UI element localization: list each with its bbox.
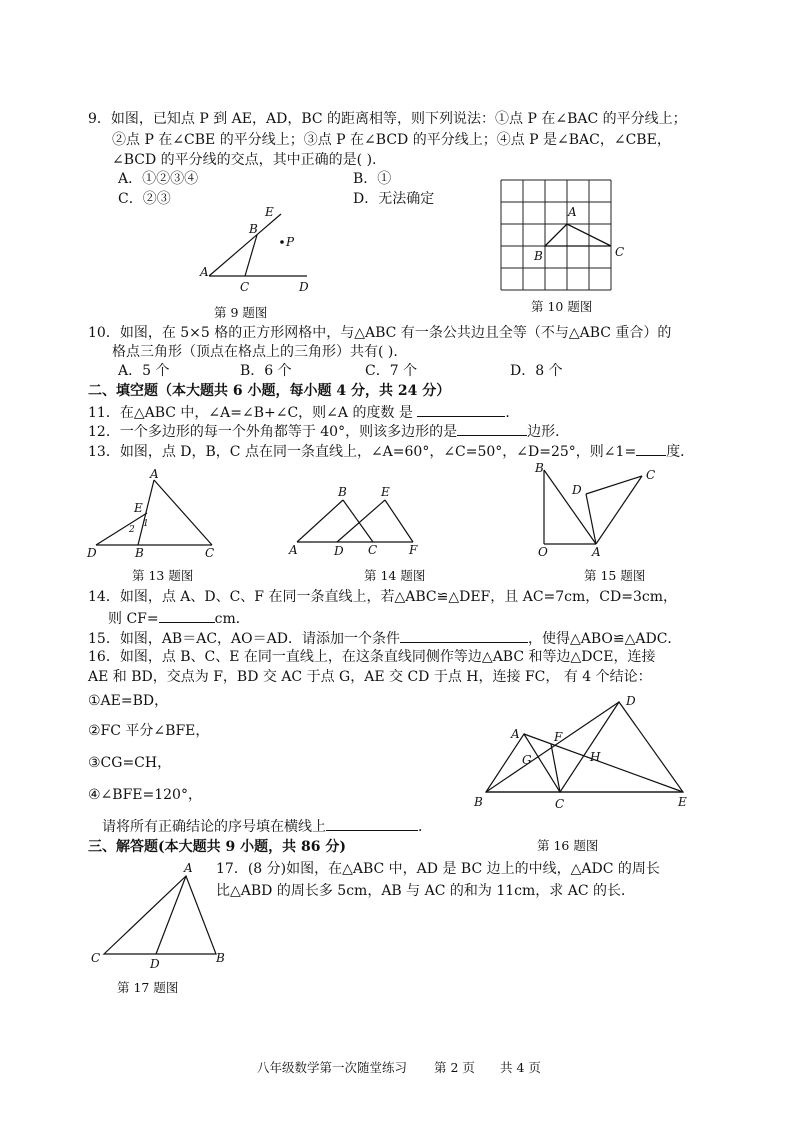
q9-label-c: C (240, 280, 250, 294)
q14-line2-start: 则 CF= (108, 611, 159, 627)
q13-label-angle1: 1 (143, 519, 149, 529)
q12-answer-blank[interactable] (457, 421, 527, 436)
q16-conclusion-4: ④∠BFE=120°， (88, 787, 202, 803)
q16-label-e: E (678, 795, 687, 809)
q13-label-e: E (134, 501, 143, 515)
q9-option-a: A．①②③④ (118, 171, 199, 187)
q13-label-c: C (205, 546, 215, 560)
q16-conclusion-2: ②FC 平分∠BFE， (88, 723, 210, 739)
q9-label-b: B (249, 222, 258, 236)
q17-line2: 比△ABD 的周长多 5cm，AB 与 AC 的和为 11cm，求 AC 的长． (216, 883, 635, 899)
q15-label-b: B (535, 461, 544, 475)
q10-caption: 第 10 题图 (531, 299, 593, 314)
q10-option-a: A．5 个 (118, 363, 170, 379)
q17-figure (86, 858, 236, 973)
q13-text: 13．如图，点 D，B，C 点在同一条直线上，∠A=60°，∠C=50°，∠D=25°，则∠1= (88, 444, 637, 460)
q16-conclusion-3: ③CG=CH， (88, 755, 172, 771)
q14-label-a: A (289, 543, 298, 557)
q13-label-angle2: 2 (129, 525, 135, 535)
q16-ask-text: 请将所有正确结论的序号填在横线上 (102, 819, 326, 835)
q9-line2: ②点 P 在∠CBE 的平分线上；③点 P 在∠BCD 的平分线上；④点 P 是∠BAC，∠CBE， (112, 132, 671, 148)
q14-label-e: E (381, 485, 390, 499)
q10-label-a: A (568, 205, 577, 219)
q15-caption: 第 15 题图 (584, 568, 646, 583)
q13-label-a: A (150, 467, 159, 481)
q9-option-b: B．① (353, 171, 392, 187)
q13 (88, 441, 694, 461)
q14-label-b: B (338, 485, 347, 499)
q16-label-d: D (626, 694, 636, 708)
q14-answer-blank[interactable] (159, 608, 215, 623)
q9-option-d: D．无法确定 (353, 191, 435, 207)
q17-label-d: D (150, 957, 160, 971)
q16-label-c: C (555, 797, 565, 811)
q9-label-e: E (265, 205, 274, 219)
q9-line1: 9．如图，已知点 P 到 AE，AD，BC 的距离相等，则下列说法：①点 P 在∠BAC 的平分线上； (88, 111, 687, 127)
q9-option-c: C．②③ (118, 191, 171, 207)
q10-label-c: C (615, 245, 625, 259)
q14-figure (285, 482, 425, 560)
q16-label-g: G (522, 753, 532, 767)
q15-figure (530, 460, 670, 560)
q14-caption: 第 14 题图 (364, 568, 426, 583)
q13-end: 度． (666, 444, 695, 460)
footer-title: 八年级数学第一次随堂练习 (257, 1060, 408, 1075)
q9-label-a: A (200, 265, 209, 279)
q16-figure (466, 692, 706, 812)
q10-line2: 格点三角形（顶点在格点上的三角形）共有( ). (112, 344, 398, 360)
q17-label-b: B (216, 951, 225, 965)
q15-text: 15．如图，AB＝AC，AO＝AD．请添加一个条件 (88, 631, 400, 647)
q14-line1: 14．如图，点 A、D、C、F 在同一条直线上，若△ABC≌△DEF，且 AC=7cm，CD=3cm， (88, 589, 677, 605)
q13-answer-blank[interactable] (636, 441, 666, 456)
q16-ask (102, 816, 432, 836)
q9-label-p: P (286, 235, 295, 249)
q15 (88, 628, 681, 648)
q11-end: ． (505, 405, 520, 421)
q16-answer-blank[interactable] (326, 816, 418, 831)
q15-answer-blank[interactable] (400, 628, 528, 643)
q16-label-f: F (554, 730, 563, 744)
q16-conclusion-1: ①AE=BD， (88, 693, 169, 709)
q12 (88, 421, 569, 441)
q14-line2-end: cm． (214, 611, 250, 627)
q16-label-a: A (511, 727, 520, 741)
q10-label-b: B (534, 249, 543, 263)
q16-label-b: B (474, 795, 483, 809)
q14-label-d: D (334, 544, 344, 558)
q11 (88, 402, 519, 422)
q16-caption: 第 16 题图 (537, 838, 599, 853)
q14-label-f: F (409, 543, 418, 557)
q9-label-d: D (299, 280, 309, 294)
q10-option-b: B．6 个 (240, 363, 292, 379)
q17-caption: 第 17 题图 (117, 980, 179, 995)
q10-option-c: C．7 个 (365, 363, 418, 379)
q9-line3: ∠BCD 的平分线的交点，其中正确的是( ). (112, 152, 377, 168)
q14-line2 (108, 608, 250, 628)
section2-title: 二、填空题（本大题共 6 小题，每小题 4 分，共 24 分） (88, 383, 451, 399)
q16-line2: AE 和 BD，交点为 F，BD 交 AC 于点 G，AE 交 CD 于点 H，连接 FC， 有 4 个结论： (88, 669, 652, 685)
q15-label-d: D (572, 483, 582, 497)
q16-line1: 16．如图，点 B、C、E 在同一直线上，在这条直线同侧作等边△ABC 和等边△DCE，连接 (88, 649, 656, 665)
section3-title: 三、解答题(本大题共 9 小题，共 86 分) (88, 839, 346, 855)
q15-label-c: C (646, 468, 656, 482)
footer-page: 第 2 页 (434, 1060, 475, 1075)
q13-label-d: D (87, 546, 97, 560)
q17-label-c: C (91, 951, 101, 965)
q17-line1: 17．(8 分)如图，在△ABC 中，AD 是 BC 边上的中线，△ADC 的周长 (216, 861, 660, 877)
q13-figure (84, 466, 224, 561)
q14-label-c: C (368, 543, 378, 557)
q10-figure (498, 178, 638, 293)
q13-caption: 第 13 题图 (132, 568, 194, 583)
q10-option-d: D．8 个 (510, 363, 563, 379)
q16-ask-end: ． (418, 819, 432, 835)
q15-label-o: O (538, 545, 548, 559)
footer-total: 共 4 页 (500, 1060, 541, 1075)
q15-label-a: A (592, 545, 601, 559)
q9-figure (195, 200, 325, 295)
q17-label-a: A (184, 861, 193, 875)
q15-end: ，使得△ABO≌△ADC． (527, 631, 682, 647)
q12-end: 边形． (527, 424, 570, 440)
q11-text: 11．在△ABC 中，∠A=∠B+∠C，则∠A 的度数 是 (88, 405, 413, 421)
q16-label-h: H (590, 750, 601, 764)
q12-text: 12．一个多边形的每一个外角都等于 40°，则该多边形的是 (88, 424, 458, 440)
q10-line1: 10．如图，在 5×5 格的正方形网格中，与△ABC 有一条公共边且全等（不与△ABC 重合）的 (88, 325, 672, 341)
q9-caption: 第 9 题图 (214, 305, 268, 320)
q13-label-b: B (135, 546, 144, 560)
q11-answer-blank[interactable] (417, 402, 505, 417)
